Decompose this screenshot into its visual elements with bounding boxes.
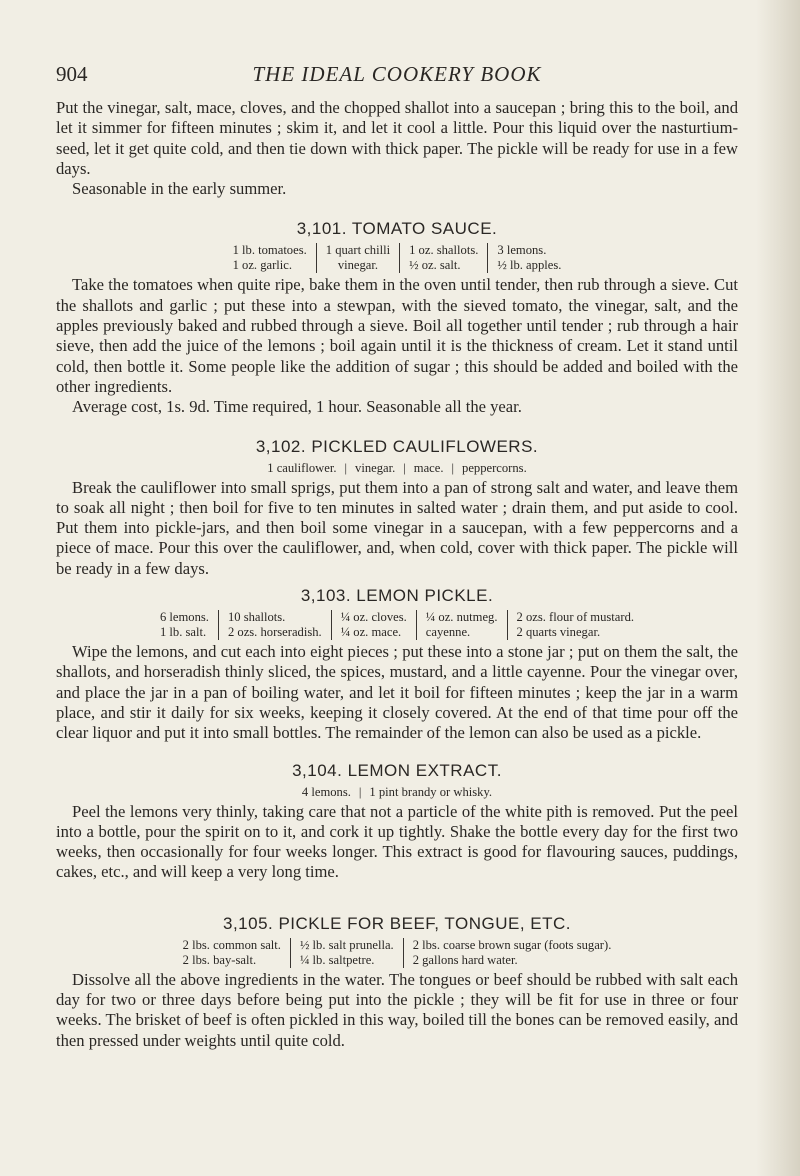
ingredient: ¼ oz. cloves. [340,610,407,625]
recipe-method: Wipe the lemons, and cut each into eight pieces ; put these into a stone jar ; put on them the salt, the shallots, and horseradish thinly sliced, the spices, mustard, and a little cayenne. Pour the vinegar over, and place the jar in a pan of boiling water, and let it boil for fifteen minutes ; keep the jar in a warm place, and stir it daily for six weeks, keeping it closely covered. At the end of that time pour off the clear liquor and put it into small bottles. The remainder of the lemon can also be used as a pickle. [56,642,738,743]
page-number: 904 [56,62,88,86]
recipe-note: Average cost, 1s. 9d. Time required, 1 hour. Seasonable all the year. [72,397,522,417]
ingredient: 2 gallons hard water. [412,952,518,967]
ingredient: 1 pint brandy or whisky. [369,784,493,799]
intro-text: Put the vinegar, salt, mace, cloves, and the chopped shallot into a saucepan ; bring this to the boil, and let it simmer for fifteen minutes ; skim it, and let it cool a little. Pour this liquid over the nasturtium-seed, let it get quite cold, and then tie down with thick paper. The pickle will be ready for use in a few days. [56,98,738,178]
page-header [56,62,738,92]
ingredient-column [416,610,507,640]
ingredient-column [224,243,316,273]
ingredient-column [331,610,416,640]
recipe-lemon-pickle [56,585,738,743]
ingredient: 2 quarts vinegar. [516,625,601,640]
running-title: THE IDEAL COOKERY BOOK [252,62,542,86]
ingredient-column [316,243,399,273]
ingredient: ½ oz. salt. [409,258,461,273]
ingredients-table [56,243,738,273]
recipe-title: 3,105. PICKLE FOR BEEF, TONGUE, ETC. [222,913,572,933]
ingredient: vinegar. [337,258,379,273]
recipe-method: Dissolve all the above ingredients in the water. The tongues or beef should be rubbed with salt each day for two or three days before being put into the pickle ; they will be fit for use in three or four weeks. The brisket of beef is often pickled in this way, boiled till the bones can be removed easily, and then pressed under weights until quite cold. [56,969,738,1050]
ingredient-column [151,610,218,640]
ingredients-table [56,938,738,968]
ingredient: ¼ oz. mace. [340,625,402,640]
ingredient: 1 cauliflower. [267,460,337,475]
page-edge-shadow [756,0,800,1176]
ingredient: vinegar. [355,460,396,475]
ingredient: ½ lb. apples. [497,258,562,273]
ingredients-line: 4 lemons. | 1 pint brandy or whisky. [301,784,493,799]
recipe-title: 3,103. LEMON PICKLE. [300,586,494,606]
intro-season: Seasonable in the early summer. [72,179,287,199]
ingredient-column [399,243,487,273]
ingredient-column [290,938,403,968]
recipe-lemon-extract [56,760,738,883]
ingredient-column [218,610,331,640]
ingredient: 10 shallots. [227,610,286,625]
ingredient: ¼ lb. saltpetre. [299,952,375,967]
recipe-method: Take the tomatoes when quite ripe, bake them in the oven until tender, then rub through a sieve. Cut the shallots and garlic ; put these into a stewpan, with the sieved tomato, the vinegar, salt, and the apples previously baked and rubbed through a sieve. Boil all together until tender ; rub through a hair sieve, then add the juice of the lemons ; boil again until it is the thickness of cream. Let it stand until cold, then bottle it. Some people like the addition of sugar ; this should be added and boiled with the other ingredients. [56,275,738,396]
ingredient: 1 oz. garlic. [232,258,293,273]
recipe-pickled-cauliflowers [56,436,738,579]
recipe-pickle-for-beef [56,913,738,1051]
ingredient: 1 quart chilli [325,243,391,258]
ingredient: cayenne. [425,625,471,640]
ingredient: 2 ozs. flour of mustard. [516,610,635,625]
ingredient: ½ lb. salt prunella. [299,937,394,952]
ingredient-column [507,610,644,640]
recipe-tomato-sauce [56,218,738,417]
ingredient: peppercorns. [462,460,527,475]
recipe-method: Break the cauliflower into small sprigs, put them into a pan of strong salt and water, and leave them to soak all night ; then boil for five to ten minutes in salted water ; drain them, and put aside to cool. Put them into pickle-jars, and then boil some vinegar in a saucepan, with a few peppercorns and a piece of mace. Pour this over the cauliflower, and, when cold, cover with thick paper. The pickle will be ready in a few days. [56,477,738,578]
ingredient-column [174,938,290,968]
recipe-title: 3,104. LEMON EXTRACT. [292,760,502,780]
ingredient-column [403,938,621,968]
intro-section [56,98,738,199]
ingredient: 2 lbs. bay-salt. [182,952,257,967]
ingredient: 2 lbs. coarse brown sugar (foots sugar). [412,937,612,952]
ingredient: ¼ oz. nutmeg. [425,610,498,625]
recipe-title: 3,102. PICKLED CAULIFLOWERS. [255,436,539,456]
ingredients-line: 1 cauliflower. | vinegar. | mace. | peppercorns. [267,460,527,475]
ingredient: 3 lemons. [497,243,547,258]
ingredient: mace. [413,460,444,475]
recipe-method: Peel the lemons very thinly, taking care that not a particle of the white pith is removed. Put the peel into a bottle, pour the spirit on to it, and cork it up tightly. Shake the bottle every day for the first two weeks, then occasionally for four weeks longer. This extract is good for flavouring sauces, puddings, cakes, etc., and will keep a very long time. [56,801,738,882]
ingredient: 1 lb. salt. [159,625,207,640]
ingredient: 2 ozs. horseradish. [227,625,322,640]
book-page [56,62,738,1051]
ingredient: 1 lb. tomatoes. [232,243,307,258]
ingredients-table [56,610,738,640]
ingredient: 2 lbs. common salt. [182,937,281,952]
ingredient-column [487,243,570,273]
recipe-title: 3,101. TOMATO SAUCE. [296,219,498,239]
ingredient: 6 lemons. [159,610,209,625]
ingredient: 1 oz. shallots. [409,243,479,258]
ingredient: 4 lemons. [301,784,351,799]
